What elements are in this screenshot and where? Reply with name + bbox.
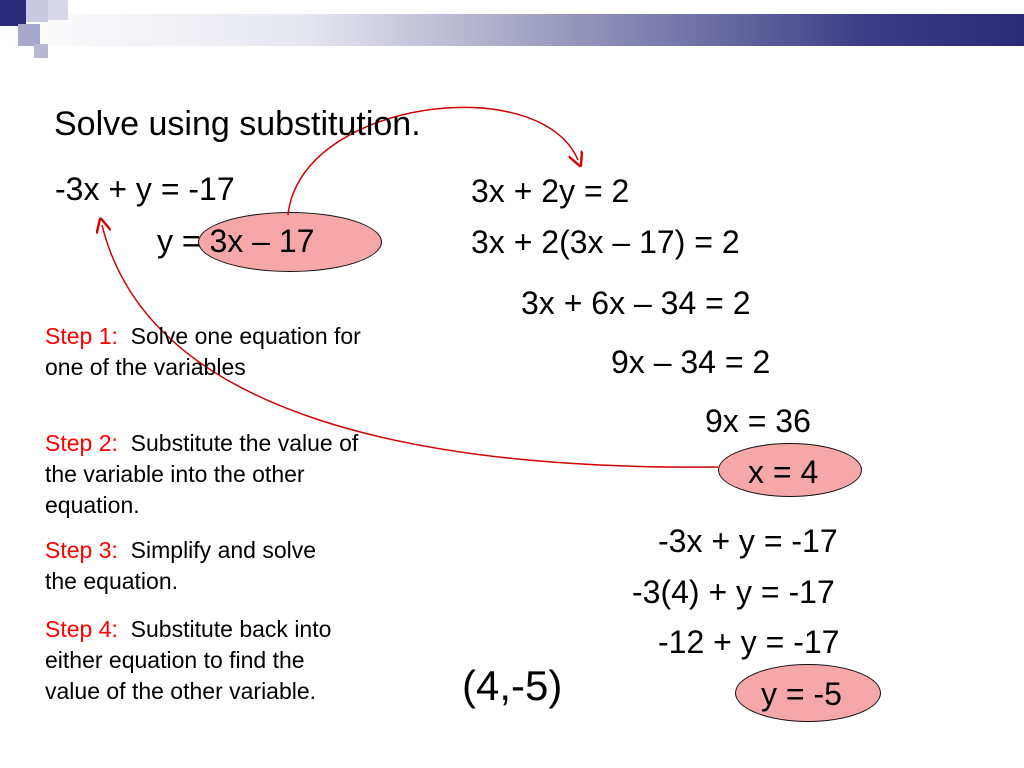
step-2-text: Substitute the value of the variable into the other equation. [45, 430, 359, 518]
step-4-label: Step 4: [45, 616, 118, 642]
distributed-equation: 3x + 6x – 34 = 2 [521, 285, 751, 321]
step-1 [45, 321, 365, 383]
slide-title: Solve using substitution. [54, 105, 421, 143]
back-substitution-with-value: -3(4) + y = -17 [632, 574, 835, 610]
step-3-text: Simplify and solve the equation. [45, 537, 317, 594]
step-3-label: Step 3: [45, 537, 118, 563]
simplified-back-substitution: -12 + y = -17 [658, 624, 840, 660]
step-2-label: Step 2: [45, 430, 118, 456]
step-2 [45, 428, 365, 521]
solution-ordered-pair: (4,-5) [462, 662, 563, 709]
step-4 [45, 614, 355, 707]
x-solution: x = 4 [748, 454, 819, 490]
first-equation-solved-for-y: y = 3x – 17 [157, 223, 315, 259]
first-equation: -3x + y = -17 [55, 171, 235, 207]
back-substitution-equation: -3x + y = -17 [658, 523, 838, 559]
step-1-text: Solve one equation for one of the variables [45, 323, 361, 380]
step-3 [45, 535, 335, 597]
isolated-x-equation: 9x = 36 [705, 403, 811, 439]
second-equation: 3x + 2y = 2 [471, 173, 630, 209]
step-1-label: Step 1: [45, 323, 118, 349]
combined-equation: 9x – 34 = 2 [611, 344, 771, 380]
substituted-equation: 3x + 2(3x – 17) = 2 [471, 224, 740, 260]
y-solution: y = -5 [761, 676, 842, 712]
step-4-text: Substitute back into either equation to find the value of the other variable. [45, 616, 332, 704]
